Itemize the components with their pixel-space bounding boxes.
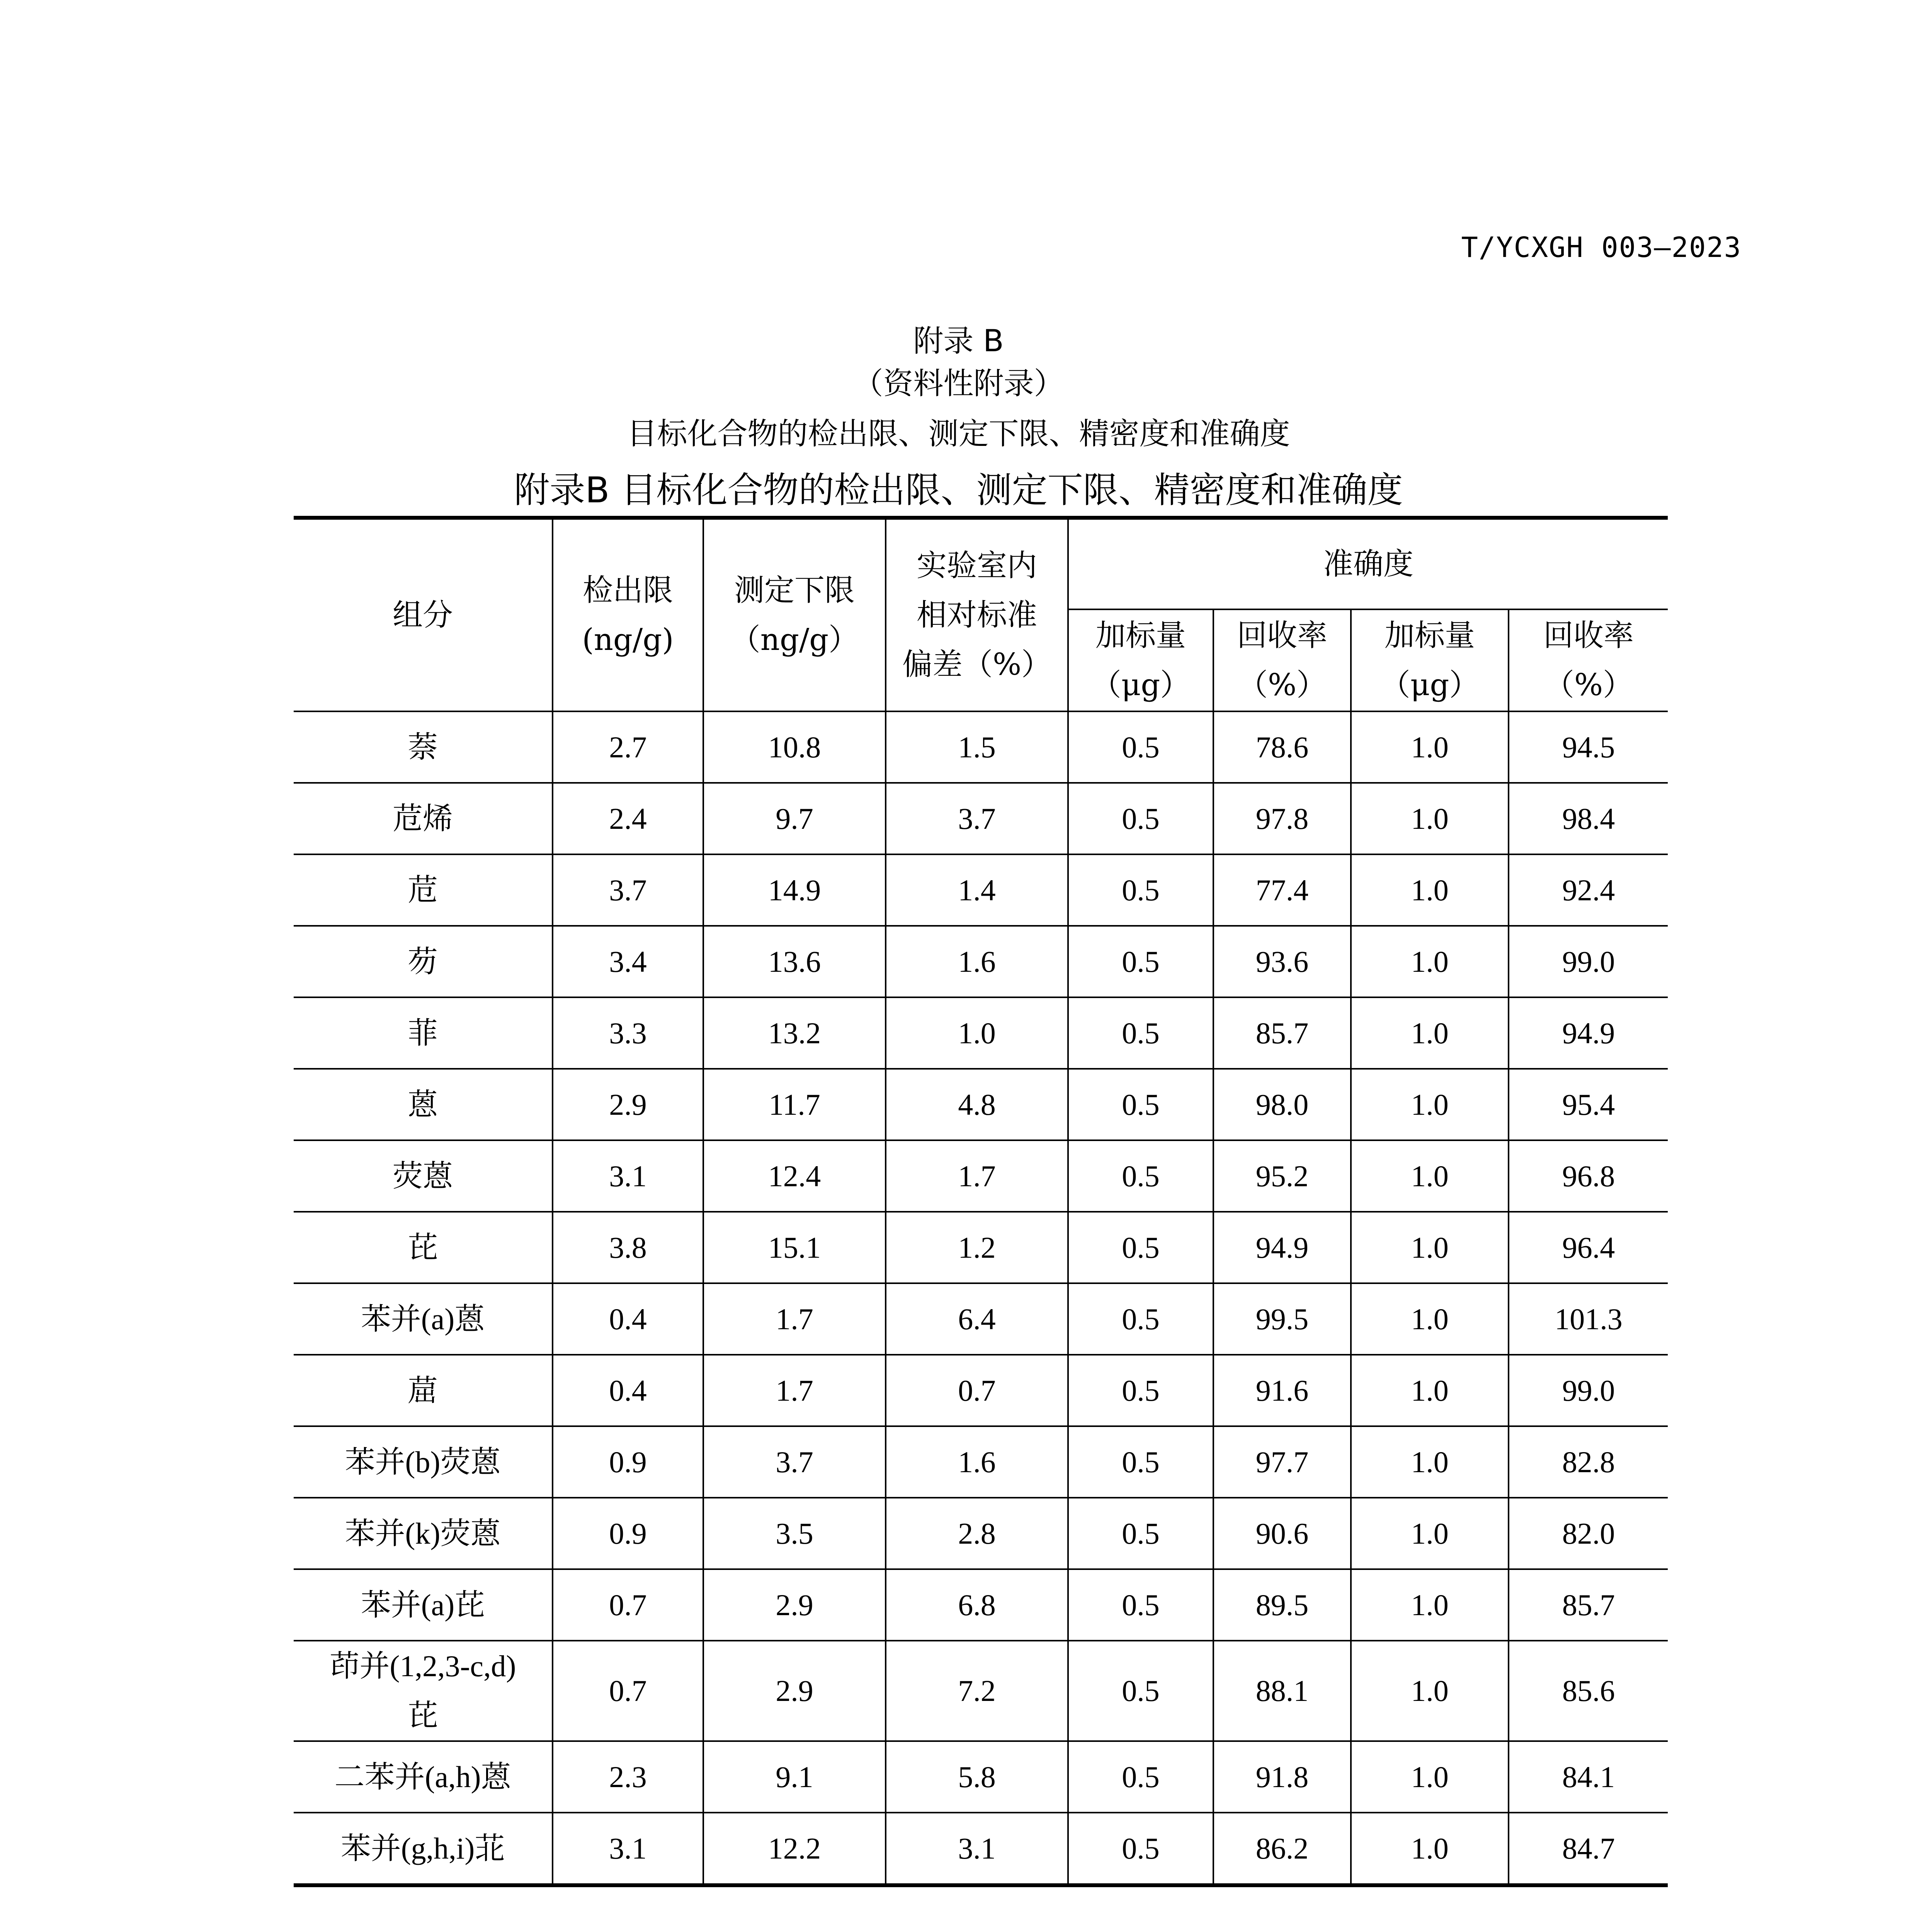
cell-quant-limit: 12.4	[703, 1140, 886, 1212]
header-detection-limit	[553, 518, 703, 711]
header-rsd-line3: 偏差（%）	[902, 647, 1052, 682]
cell-spike-2: 1.0	[1351, 1569, 1509, 1641]
cell-recovery-2: 82.0	[1509, 1498, 1668, 1569]
cell-rsd: 6.4	[886, 1283, 1068, 1355]
table-row	[294, 1283, 1668, 1355]
cell-spike-2: 1.0	[1351, 1283, 1509, 1355]
cell-rsd: 7.2	[886, 1641, 1068, 1741]
header-rsd-line2: 相对标准	[916, 598, 1037, 633]
cell-quant-limit: 15.1	[703, 1212, 886, 1283]
cell-detection-limit: 3.3	[553, 997, 703, 1069]
cell-spike-1: 0.5	[1068, 1283, 1213, 1355]
cell-spike-2: 1.0	[1351, 1498, 1509, 1569]
header-recovery-1-line2: （%）	[1237, 668, 1327, 702]
cell-recovery-1: 98.0	[1213, 1069, 1351, 1140]
cell-quant-limit: 12.2	[703, 1813, 886, 1885]
cell-spike-1: 0.5	[1068, 783, 1213, 854]
cell-recovery-2: 84.7	[1509, 1813, 1668, 1885]
cell-detection-limit: 0.4	[553, 1355, 703, 1426]
cell-rsd: 3.7	[886, 783, 1068, 854]
cell-detection-limit: 3.1	[553, 1140, 703, 1212]
cell-detection-limit: 2.7	[553, 711, 703, 783]
cell-spike-2: 1.0	[1351, 997, 1509, 1069]
table-row	[294, 997, 1668, 1069]
cell-rsd: 3.1	[886, 1813, 1068, 1885]
cell-spike-1: 0.5	[1068, 1569, 1213, 1641]
header-spike-2-line1: 加标量	[1384, 618, 1475, 653]
cell-spike-1: 0.5	[1068, 1355, 1213, 1426]
cell-component: 菲	[294, 997, 553, 1069]
cell-rsd: 5.8	[886, 1741, 1068, 1813]
cell-spike-1: 0.5	[1068, 1741, 1213, 1813]
cell-quant-limit: 13.2	[703, 997, 886, 1069]
header-rsd	[886, 518, 1068, 711]
header-recovery-1	[1213, 609, 1351, 711]
cell-recovery-2: 101.3	[1509, 1283, 1668, 1355]
cell-recovery-2: 99.0	[1509, 1355, 1668, 1426]
cell-recovery-2: 82.8	[1509, 1426, 1668, 1498]
header-detection-limit-line1: 检出限	[582, 573, 673, 608]
cell-quant-limit: 1.7	[703, 1355, 886, 1426]
cell-detection-limit: 3.7	[553, 854, 703, 926]
cell-recovery-2: 94.5	[1509, 711, 1668, 783]
cell-recovery-1: 97.8	[1213, 783, 1351, 854]
header-rsd-line1: 实验室内	[916, 548, 1037, 583]
cell-rsd: 1.4	[886, 854, 1068, 926]
cell-quant-limit: 2.9	[703, 1641, 886, 1741]
cell-spike-2: 1.0	[1351, 783, 1509, 854]
cell-detection-limit: 0.7	[553, 1641, 703, 1741]
cell-recovery-2: 96.4	[1509, 1212, 1668, 1283]
cell-rsd: 1.0	[886, 997, 1068, 1069]
cell-component: 芘	[294, 1212, 553, 1283]
cell-recovery-2: 85.7	[1509, 1569, 1668, 1641]
appendix-type: （资料性附录）	[853, 366, 1064, 401]
cell-recovery-2: 99.0	[1509, 926, 1668, 997]
cell-quant-limit: 11.7	[703, 1069, 886, 1140]
cell-recovery-1: 78.6	[1213, 711, 1351, 783]
cell-component: 苯并(k)荧蒽	[294, 1498, 553, 1569]
cell-spike-1: 0.5	[1068, 1498, 1213, 1569]
cell-component: 苯并(a)芘	[294, 1569, 553, 1641]
cell-quant-limit: 1.7	[703, 1283, 886, 1355]
cell-detection-limit: 0.4	[553, 1283, 703, 1355]
data-table-container	[294, 516, 1668, 1887]
cell-rsd: 1.6	[886, 1426, 1068, 1498]
cell-detection-limit: 3.4	[553, 926, 703, 997]
cell-component: 蒽	[294, 1069, 553, 1140]
cell-spike-1: 0.5	[1068, 854, 1213, 926]
cell-detection-limit: 2.3	[553, 1741, 703, 1813]
cell-component: 苊	[294, 854, 553, 926]
cell-spike-2: 1.0	[1351, 1813, 1509, 1885]
cell-recovery-1: 97.7	[1213, 1426, 1351, 1498]
cell-recovery-2: 96.8	[1509, 1140, 1668, 1212]
cell-detection-limit: 0.7	[553, 1569, 703, 1641]
header-detection-limit-line2: (ng/g)	[582, 622, 674, 657]
cell-spike-2: 1.0	[1351, 1212, 1509, 1283]
cell-recovery-1: 91.6	[1213, 1355, 1351, 1426]
cell-recovery-2: 85.6	[1509, 1641, 1668, 1741]
cell-detection-limit: 3.8	[553, 1212, 703, 1283]
cell-spike-1: 0.5	[1068, 711, 1213, 783]
header-spike-1	[1068, 609, 1213, 711]
cell-detection-limit: 0.9	[553, 1498, 703, 1569]
cell-spike-2: 1.0	[1351, 1355, 1509, 1426]
table-row	[294, 1426, 1668, 1498]
table-header-row	[294, 518, 1668, 609]
cell-recovery-1: 91.8	[1213, 1741, 1351, 1813]
cell-recovery-1: 77.4	[1213, 854, 1351, 926]
cell-component: 䓛	[294, 1355, 553, 1426]
table-caption: 附录B 目标化合物的检出限、测定下限、精密度和准确度	[514, 469, 1403, 511]
cell-spike-2: 1.0	[1351, 1069, 1509, 1140]
cell-component: 苯并(a)蒽	[294, 1283, 553, 1355]
cell-quant-limit: 3.7	[703, 1426, 886, 1498]
table-row	[294, 783, 1668, 854]
cell-recovery-1: 95.2	[1213, 1140, 1351, 1212]
cell-spike-1: 0.5	[1068, 1140, 1213, 1212]
table-row	[294, 1212, 1668, 1283]
cell-component: 萘	[294, 711, 553, 783]
table-row	[294, 1498, 1668, 1569]
cell-quant-limit: 13.6	[703, 926, 886, 997]
cell-rsd: 0.7	[886, 1355, 1068, 1426]
table-row	[294, 1813, 1668, 1885]
cell-detection-limit: 0.9	[553, 1426, 703, 1498]
cell-quant-limit: 3.5	[703, 1498, 886, 1569]
table-row	[294, 1741, 1668, 1813]
cell-spike-1: 0.5	[1068, 997, 1213, 1069]
cell-quant-limit: 2.9	[703, 1569, 886, 1641]
cell-component: 芴	[294, 926, 553, 997]
cell-spike-2: 1.0	[1351, 854, 1509, 926]
appendix-subtitle: 目标化合物的检出限、测定下限、精密度和准确度	[627, 417, 1290, 451]
data-table	[294, 516, 1668, 1887]
cell-spike-1: 0.5	[1068, 1641, 1213, 1741]
cell-recovery-1: 93.6	[1213, 926, 1351, 997]
cell-component-line2: 芘	[407, 1699, 438, 1732]
table-row	[294, 711, 1668, 783]
cell-component: 苊烯	[294, 783, 553, 854]
header-quant-limit	[703, 518, 886, 711]
cell-recovery-1: 88.1	[1213, 1641, 1351, 1741]
cell-detection-limit: 2.4	[553, 783, 703, 854]
cell-recovery-1: 90.6	[1213, 1498, 1351, 1569]
cell-spike-2: 1.0	[1351, 1741, 1509, 1813]
cell-component: 荧蒽	[294, 1140, 553, 1212]
cell-spike-2: 1.0	[1351, 1426, 1509, 1498]
header-spike-1-line1: 加标量	[1095, 618, 1186, 653]
cell-recovery-2: 95.4	[1509, 1069, 1668, 1140]
cell-recovery-2: 94.9	[1509, 997, 1668, 1069]
cell-spike-1: 0.5	[1068, 1426, 1213, 1498]
cell-component: 苯并(g,h,i)苝	[294, 1813, 553, 1885]
table-row	[294, 1569, 1668, 1641]
cell-rsd: 1.6	[886, 926, 1068, 997]
cell-recovery-2: 98.4	[1509, 783, 1668, 854]
table-row	[294, 1069, 1668, 1140]
cell-spike-1: 0.5	[1068, 926, 1213, 997]
table-row	[294, 1140, 1668, 1212]
cell-rsd: 1.2	[886, 1212, 1068, 1283]
table-row	[294, 1355, 1668, 1426]
cell-rsd: 1.7	[886, 1140, 1068, 1212]
table-body	[294, 711, 1668, 1885]
cell-spike-1: 0.5	[1068, 1212, 1213, 1283]
cell-component: 苯并(b)荧蒽	[294, 1426, 553, 1498]
header-quant-limit-line2: （ng/g）	[730, 622, 859, 657]
header-spike-1-line2: （μg）	[1091, 668, 1191, 702]
header-spike-2	[1351, 609, 1509, 711]
cell-recovery-1: 85.7	[1213, 997, 1351, 1069]
table-row	[294, 1641, 1668, 1741]
cell-recovery-1: 86.2	[1213, 1813, 1351, 1885]
cell-component-line1: 茚并(1,2,3-c,d)	[329, 1649, 516, 1683]
cell-quant-limit: 9.1	[703, 1741, 886, 1813]
cell-component: 二苯并(a,h)蒽	[294, 1741, 553, 1813]
header-spike-2-line2: （μg）	[1380, 668, 1480, 702]
cell-recovery-1: 94.9	[1213, 1212, 1351, 1283]
cell-spike-1: 0.5	[1068, 1069, 1213, 1140]
cell-detection-limit: 2.9	[553, 1069, 703, 1140]
cell-recovery-1: 89.5	[1213, 1569, 1351, 1641]
cell-spike-2: 1.0	[1351, 711, 1509, 783]
cell-rsd: 2.8	[886, 1498, 1068, 1569]
cell-quant-limit: 9.7	[703, 783, 886, 854]
header-quant-limit-line1: 测定下限	[734, 573, 855, 608]
document-id: T/YCXGH 003—2023	[1461, 231, 1742, 264]
cell-rsd: 1.5	[886, 711, 1068, 783]
cell-quant-limit: 14.9	[703, 854, 886, 926]
cell-rsd: 6.8	[886, 1569, 1068, 1641]
cell-spike-2: 1.0	[1351, 1140, 1509, 1212]
header-accuracy: 准确度	[1068, 518, 1668, 609]
header-recovery-2-line1: 回收率	[1543, 618, 1634, 653]
cell-recovery-1: 99.5	[1213, 1283, 1351, 1355]
cell-spike-2: 1.0	[1351, 1641, 1509, 1741]
header-recovery-2-line2: （%）	[1544, 668, 1633, 702]
cell-rsd: 4.8	[886, 1069, 1068, 1140]
cell-component	[294, 1641, 553, 1741]
cell-detection-limit: 3.1	[553, 1813, 703, 1885]
header-recovery-2	[1509, 609, 1668, 711]
cell-spike-2: 1.0	[1351, 926, 1509, 997]
cell-recovery-2: 84.1	[1509, 1741, 1668, 1813]
cell-recovery-2: 92.4	[1509, 854, 1668, 926]
cell-quant-limit: 10.8	[703, 711, 886, 783]
header-recovery-1-line1: 回收率	[1237, 618, 1327, 653]
header-component: 组分	[294, 518, 553, 711]
table-row	[294, 926, 1668, 997]
table-row	[294, 854, 1668, 926]
appendix-label: 附录 B	[913, 324, 1004, 359]
cell-spike-1: 0.5	[1068, 1813, 1213, 1885]
